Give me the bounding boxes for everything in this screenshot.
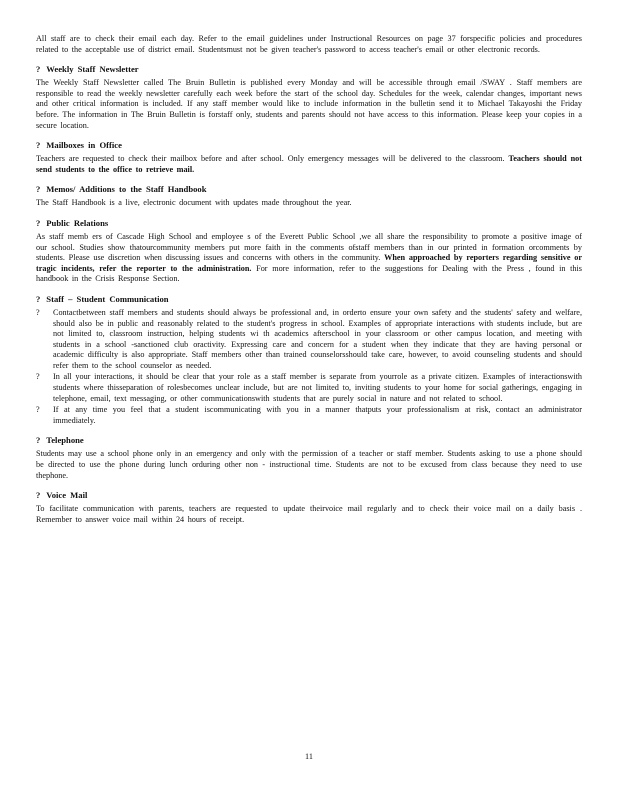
mailboxes-text: Teachers are requested to check their mailbox before and after school. Only emergency messages will be delivered to the classroom. <box>36 154 505 164</box>
section-heading <box>36 294 582 305</box>
section-public-relations <box>36 218 582 285</box>
section-handbook <box>36 184 582 209</box>
section-heading <box>36 140 582 151</box>
heading-text: Voice Mail <box>46 490 88 501</box>
bullet-marker: ? <box>36 217 41 228</box>
mailboxes-paragraph <box>36 154 582 175</box>
section-heading <box>36 435 582 446</box>
section-heading <box>36 64 582 75</box>
bullet-marker: ? <box>36 405 40 415</box>
section-weekly-newsletter <box>36 64 582 131</box>
bullet-marker: ? <box>36 372 40 382</box>
voice-mail-paragraph: To facilitate communication with parents, teachers are requested to update theirvoice mail regularly and to check their voice mail on a daily basis . Remember to answer voice mail within 24 hours of receipt. <box>36 504 582 524</box>
list-item <box>36 372 582 404</box>
heading-text: Telephone <box>46 435 84 446</box>
bullet-marker: ? <box>36 307 40 317</box>
bullet-marker: ? <box>36 64 41 75</box>
section-heading <box>36 184 582 195</box>
list-item-text: If at any time you feel that a student iscommunicating with you in a manner thatputs your professionalism at risk, contact an administrator immediately. <box>53 405 582 425</box>
list-item <box>36 308 582 372</box>
pr-text-before: As staff memb ers of Cascade High School and employee s of the Everett Public School ,we all share the responsibility to promote a positive image of our school. Studies show thatourcommunity members put more faith in the comments ofstaff members than in our printed in formation orcomments by students. Please use discretion when discussing issues and concerns with others in the community. <box>36 231 582 263</box>
heading-text: Public Relations <box>46 217 109 228</box>
heading-text: Weekly Staff Newsletter <box>46 64 139 75</box>
bullet-marker: ? <box>36 435 41 446</box>
handbook-paragraph: The Staff Handbook is a live, electronic document with updates made throughout the year. <box>36 198 352 208</box>
section-voice-mail <box>36 490 582 525</box>
mailboxes-bold-text: Teachers should not send students to the office to retrieve mail. <box>36 154 582 174</box>
section-heading <box>36 218 582 229</box>
public-relations-paragraph <box>36 232 582 285</box>
bullet-marker: ? <box>36 293 41 304</box>
list-item <box>36 405 582 426</box>
list-item-text: In all your interactions, it should be clear that your role as a staff member is separate from yourrole as a private citizen. Examples of interactionswith students where thisseparation of rolesbecomes unclear include, but are not limited to, inviting students to your home for social gatherings, engaging in telephone, email, text messaging, or other communicationswith students that are purely social in nature and not related to school. <box>53 372 582 403</box>
bullet-marker: ? <box>36 490 41 501</box>
pr-bold-text: When approached by reporters regarding sensitive or tragic incidents, refer the reporter to the administration. <box>36 253 583 273</box>
telephone-paragraph: Students may use a school phone only in an emergency and only with the permission of a teacher or staff member. Students asking to use a phone should be directed to use the phone during lunch orduring other non - instructional time. Students are not to be excused from class because they need to use thephone. <box>36 449 582 480</box>
pr-text-after: For more information, refer to the suggestions for Dealing with the Press , found in this handbook in the Crisis Response Section. <box>36 263 582 284</box>
bullet-marker: ? <box>36 140 41 151</box>
newsletter-paragraph: The Weekly Staff Newsletter called The Bruin Bulletin is published every Monday and will be accessible through email /SWAY . Staff members are responsible to read the weekly newsletter carefully each week before the start of the school day. Schedules for the week, calendar changes, important news and other critical information is included. If any staff member would like to include information in the bulletin send it to Michael Takayoshi the Friday before. The information in The Bruin Bulletin is forstaff only, students and parents should not have access to this information. Please keep your copies in a secure location. <box>36 78 582 130</box>
heading-text: Mailboxes in Office <box>46 140 122 151</box>
section-mailboxes <box>36 140 582 175</box>
section-heading <box>36 490 582 501</box>
page-number: 11 <box>305 752 313 761</box>
list-item-text: Contactbetween staff members and students should always be professional and, in orderto ensure your own safety and the students' safety and welfare, should also be in public and reasonably related to the student's progress in school. Examples of appropriate interactions with students include, but are not limited to, classroom instruction, helping students wi th academics afterschool in your classroom or other campus location, and meeting with students in a school -sanctioned club oractivity. Expressing care and concern for a student when they indicate that they are having personal or academic difficulty is also appropriate. Staff members other than trained counselorsshould take care, however, to avoid counseling students and should refer them to the school counselor as needed. <box>53 307 582 370</box>
section-telephone <box>36 435 582 481</box>
intro-paragraph: All staff are to check their email each day. Refer to the email guidelines under Instructional Resources on page 37 forspecific policies and procedures related to the acceptable use of district email. Studentsmust not be given teacher's password to access teacher's email or other electronic records. <box>36 34 582 54</box>
staff-student-list <box>36 308 582 427</box>
heading-text: Memos/ Additions to the Staff Handbook <box>46 184 207 195</box>
bullet-marker: ? <box>36 184 41 195</box>
heading-text: Staff – Student Communication <box>46 293 169 304</box>
document-page <box>36 34 582 525</box>
section-staff-student <box>36 294 582 427</box>
